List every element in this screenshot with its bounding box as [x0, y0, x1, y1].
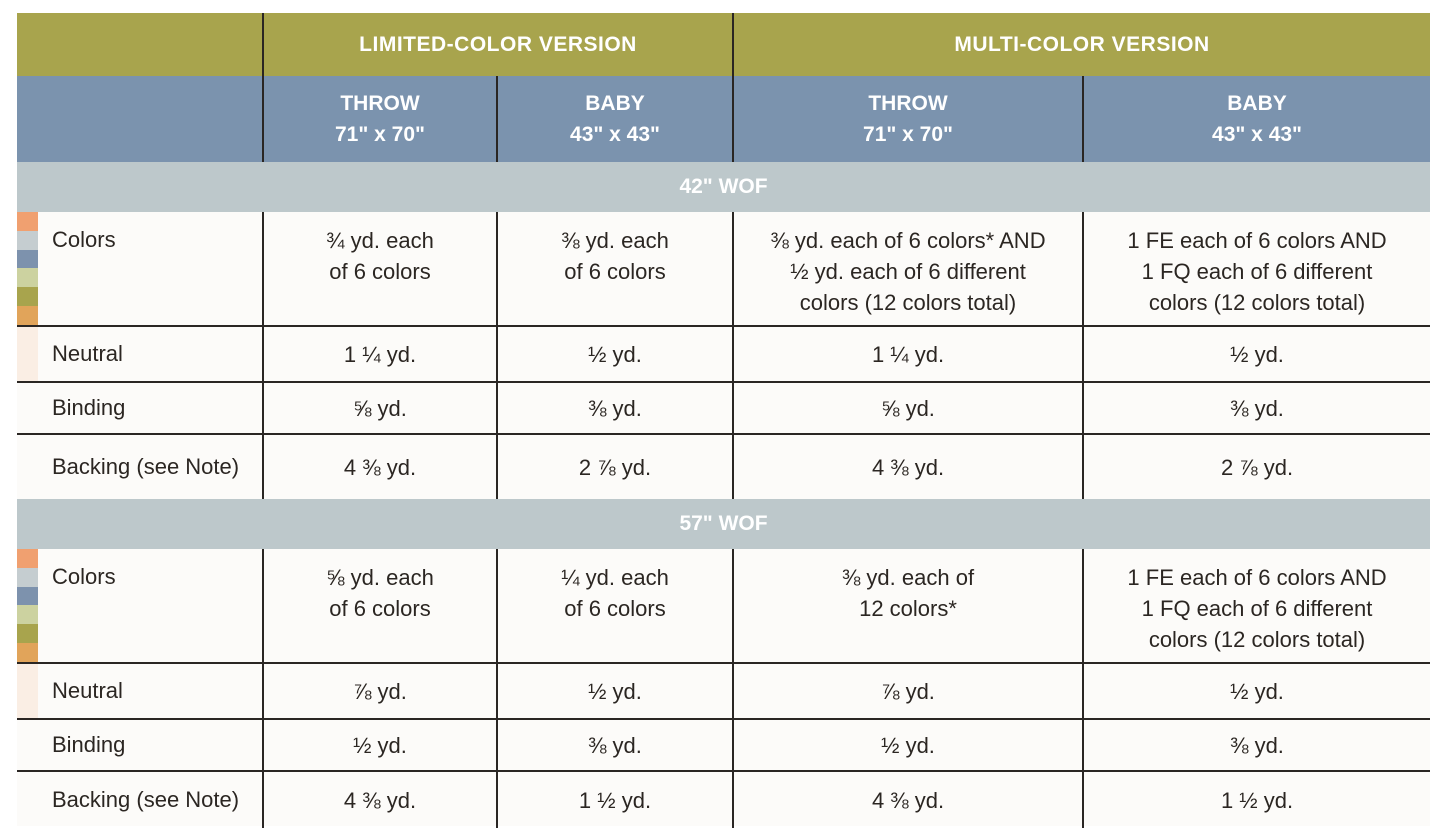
color-swatch	[17, 605, 38, 624]
size-dimensions: 71" x 70"	[863, 123, 953, 146]
size-dimensions: 43" x 43"	[570, 123, 660, 146]
size-name: THROW	[868, 92, 948, 115]
value-line: ½ yd.	[1230, 678, 1284, 704]
binding-row	[17, 382, 1430, 434]
value-line: 1 ½ yd.	[1220, 787, 1294, 813]
value-line: 1 FE each of 6 colors AND	[1127, 228, 1387, 253]
value-line: 1 FQ each of 6 different	[1141, 259, 1373, 284]
value-line: ½ yd.	[1230, 341, 1284, 367]
corner-cell	[17, 13, 263, 76]
value-line: 2 ⅞ yd.	[578, 454, 652, 480]
value-line: 4 ⅜ yd.	[343, 454, 417, 480]
value-cell	[497, 212, 733, 326]
value-line: of 6 colors	[564, 259, 666, 284]
row-label: Neutral	[52, 341, 123, 366]
neutral-row-header	[17, 663, 263, 719]
value-line: ¼ yd. each	[561, 565, 669, 590]
value-line: of 6 colors	[329, 259, 431, 284]
value-cell	[497, 663, 733, 719]
value-line: ½ yd.	[353, 732, 407, 758]
row-label: Backing (see Note)	[52, 454, 240, 479]
size-header-multi-baby	[1083, 76, 1430, 162]
neutral-row	[17, 326, 1430, 382]
backing-row	[17, 434, 1430, 499]
value-cell	[263, 326, 497, 382]
row-label: Backing (see Note)	[52, 787, 240, 812]
value-cell	[1083, 771, 1430, 828]
value-cell	[733, 326, 1083, 382]
value-line: ⅝ yd.	[353, 395, 407, 421]
value-cell	[263, 663, 497, 719]
value-cell	[1083, 382, 1430, 434]
value-line: 1 ½ yd.	[578, 787, 652, 813]
version-header-row	[17, 13, 1430, 76]
value-line: ⅞ yd.	[353, 678, 407, 704]
color-swatch	[17, 306, 38, 325]
value-line: 2 ⅞ yd.	[1220, 454, 1294, 480]
value-cell	[263, 434, 497, 499]
size-dimensions: 43" x 43"	[1212, 123, 1303, 146]
corner-cell	[17, 76, 263, 162]
value-cell	[263, 771, 497, 828]
value-line: 4 ⅜ yd.	[343, 787, 417, 813]
value-line: 4 ⅜ yd.	[871, 454, 945, 480]
value-line: ⅝ yd.	[881, 395, 935, 421]
size-header-row	[17, 76, 1430, 162]
color-swatch-strip	[17, 212, 38, 325]
binding-row-header	[17, 719, 263, 771]
color-swatch-strip	[17, 549, 38, 662]
row-label: Neutral	[52, 678, 123, 703]
value-line: ½ yd.	[588, 341, 642, 367]
value-cell	[1083, 434, 1430, 499]
color-swatch	[17, 549, 38, 568]
value-line: ⅜ yd.	[1230, 395, 1284, 421]
value-line: ⅜ yd. each	[561, 228, 669, 253]
value-cell	[733, 212, 1083, 326]
size-dimensions: 71" x 70"	[335, 123, 425, 146]
color-swatch	[17, 587, 38, 606]
backing-row-header	[17, 434, 263, 499]
value-cell	[733, 771, 1083, 828]
fabric-requirements-table	[17, 13, 1430, 828]
color-swatch	[17, 643, 38, 662]
row-label: Binding	[52, 395, 126, 420]
color-swatch	[17, 231, 38, 250]
multi-color-version-header: MULTI-COLOR VERSION	[733, 13, 1430, 76]
value-cell	[733, 719, 1083, 771]
binding-row	[17, 719, 1430, 771]
value-cell	[733, 549, 1083, 663]
colors-row-header	[17, 549, 263, 663]
neutral-row-header	[17, 326, 263, 382]
value-cell	[733, 663, 1083, 719]
row-label: Colors	[52, 227, 116, 252]
value-cell	[1083, 212, 1430, 326]
neutral-row	[17, 663, 1430, 719]
value-line: ½ yd. each of 6 different	[790, 259, 1026, 284]
size-name: THROW	[340, 92, 420, 115]
colors-row	[17, 549, 1430, 663]
value-line: ¾ yd. each	[326, 228, 434, 253]
size-header-limited-throw	[263, 76, 497, 162]
size-header-multi-throw	[733, 76, 1083, 162]
value-line: ⅞ yd.	[881, 678, 935, 704]
row-label: Binding	[52, 732, 126, 757]
value-cell	[1083, 719, 1430, 771]
value-line: ⅝ yd. each	[326, 565, 434, 590]
fabric-requirements-table-container	[17, 13, 1430, 826]
value-line: 1 ¼ yd.	[343, 341, 417, 367]
value-line: ⅜ yd. each of 6 colors* AND	[770, 228, 1046, 253]
value-cell	[497, 719, 733, 771]
value-line: ⅜ yd. each of	[841, 565, 975, 590]
value-cell	[1083, 549, 1430, 663]
color-swatch	[17, 268, 38, 287]
value-cell	[733, 382, 1083, 434]
value-line: 1 ¼ yd.	[871, 341, 945, 367]
value-line: 1 FE each of 6 colors AND	[1127, 565, 1387, 590]
value-cell	[1083, 663, 1430, 719]
value-cell	[1083, 326, 1430, 382]
value-line: ⅜ yd.	[1230, 732, 1284, 758]
value-line: ⅜ yd.	[588, 395, 642, 421]
value-cell	[497, 771, 733, 828]
value-line: 12 colors*	[859, 596, 957, 621]
value-line: 4 ⅜ yd.	[871, 787, 945, 813]
wof-section-title: 57" WOF	[17, 499, 1430, 549]
binding-row-header	[17, 382, 263, 434]
size-name: BABY	[585, 92, 645, 115]
color-swatch	[17, 212, 38, 231]
value-cell	[263, 719, 497, 771]
wof-section-header-row	[17, 499, 1430, 549]
value-line: colors (12 colors total)	[1148, 627, 1366, 652]
colors-row	[17, 212, 1430, 326]
color-swatch	[17, 250, 38, 269]
colors-row-header	[17, 212, 263, 326]
backing-row-header	[17, 771, 263, 828]
value-cell	[497, 549, 733, 663]
value-line: ⅜ yd.	[588, 732, 642, 758]
value-cell	[733, 434, 1083, 499]
value-cell	[263, 212, 497, 326]
backing-row	[17, 771, 1430, 828]
value-cell	[263, 549, 497, 663]
size-name: BABY	[1227, 92, 1287, 115]
value-line: ½ yd.	[588, 678, 642, 704]
size-header-limited-baby	[497, 76, 733, 162]
value-line: 1 FQ each of 6 different	[1141, 596, 1373, 621]
limited-color-version-header: LIMITED-COLOR VERSION	[263, 13, 733, 76]
row-label: Colors	[52, 564, 116, 589]
value-line: colors (12 colors total)	[1148, 290, 1366, 315]
value-line: of 6 colors	[329, 596, 431, 621]
value-line: colors (12 colors total)	[799, 290, 1017, 315]
color-swatch	[17, 624, 38, 643]
color-swatch	[17, 287, 38, 306]
value-cell	[497, 434, 733, 499]
wof-section-title: 42" WOF	[17, 162, 1430, 212]
value-cell	[263, 382, 497, 434]
value-cell	[497, 382, 733, 434]
wof-section-header-row	[17, 162, 1430, 212]
value-cell	[497, 326, 733, 382]
neutral-swatch	[17, 327, 38, 381]
value-line: of 6 colors	[564, 596, 666, 621]
value-line: ½ yd.	[881, 732, 935, 758]
color-swatch	[17, 568, 38, 587]
neutral-swatch	[17, 664, 38, 718]
